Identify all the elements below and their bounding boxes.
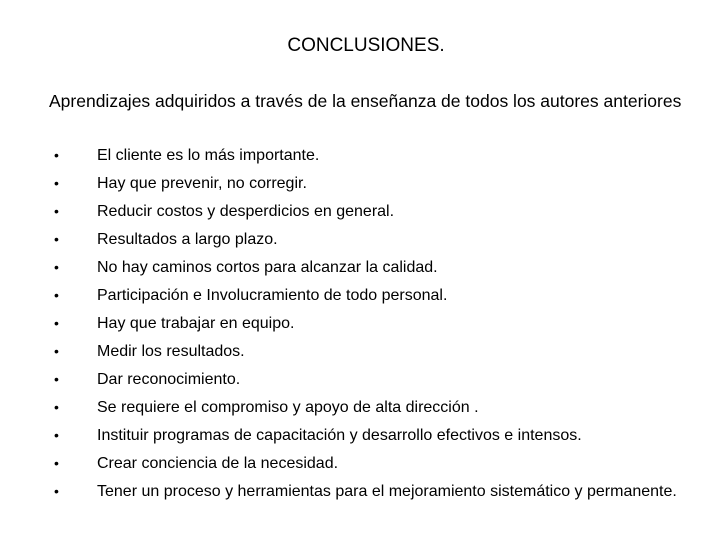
bullet-icon: • (54, 203, 59, 219)
list-item (0, 229, 720, 257)
list-item-text: Participación e Involucramiento de todo personal. (97, 287, 448, 304)
list-item (0, 257, 720, 285)
bullet-icon: • (54, 455, 59, 471)
list-item (0, 369, 720, 397)
list-item-text: Medir los resultados. (97, 343, 245, 360)
page-title: CONCLUSIONES. (287, 35, 445, 56)
list-item-text: Resultados a largo plazo. (97, 231, 278, 248)
list-item-text: Dar reconocimiento. (97, 371, 241, 388)
list-item (0, 145, 720, 173)
list-item (0, 285, 720, 313)
list-item (0, 481, 720, 509)
bullet-icon: • (54, 427, 59, 443)
bullet-icon: • (54, 315, 59, 331)
bullet-icon: • (54, 175, 59, 191)
bullet-icon: • (54, 371, 59, 387)
list-item (0, 201, 720, 229)
list-item-text: Se requiere el compromiso y apoyo de alta dirección . (97, 399, 479, 416)
list-item (0, 425, 720, 453)
intro-text: Aprendizajes adquiridos a través de la enseñanza de todos los autores anteriores (49, 91, 682, 111)
list-item-text: Crear conciencia de la necesidad. (97, 455, 339, 472)
bullet-icon: • (54, 483, 59, 499)
list-item-text: Hay que prevenir, no corregir. (97, 175, 307, 192)
list-item-text: Reducir costos y desperdicios en general. (97, 203, 395, 220)
list-item (0, 173, 720, 201)
bullet-icon: • (54, 231, 59, 247)
list-item-text: Hay que trabajar en equipo. (97, 315, 295, 332)
list-item (0, 453, 720, 481)
list-item (0, 397, 720, 425)
bullet-icon: • (54, 259, 59, 275)
list-item (0, 341, 720, 369)
list-item-text: Instituir programas de capacitación y desarrollo efectivos e intensos. (97, 427, 582, 444)
list-item (0, 313, 720, 341)
bullet-icon: • (54, 343, 59, 359)
list-item-text: No hay caminos cortos para alcanzar la calidad. (97, 259, 438, 276)
conclusions-list (0, 145, 720, 509)
bullet-icon: • (54, 147, 59, 163)
bullet-icon: • (54, 399, 59, 415)
list-item-text: El cliente es lo más importante. (97, 147, 320, 164)
list-item-text: Tener un proceso y herramientas para el mejoramiento sistemático y permanente. (97, 483, 677, 500)
bullet-icon: • (54, 287, 59, 303)
